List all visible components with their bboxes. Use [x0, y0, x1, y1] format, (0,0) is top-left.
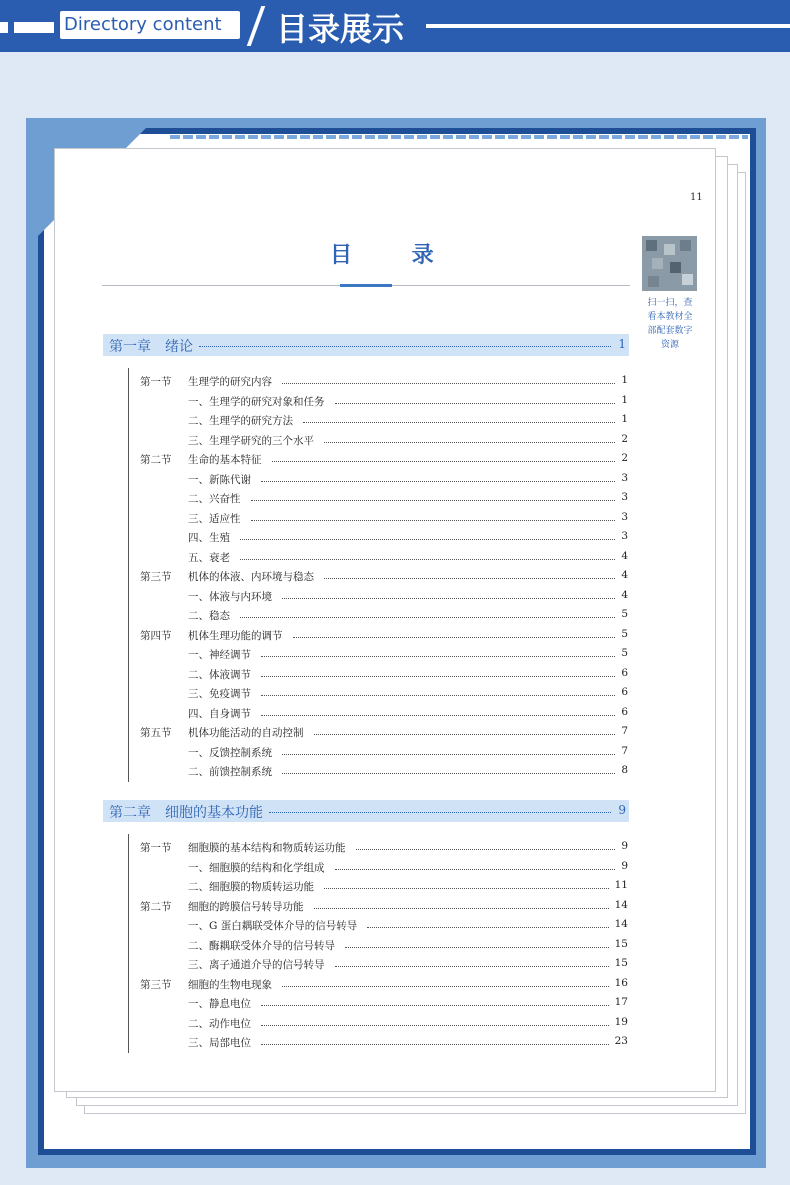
toc-entry[interactable]: [140, 996, 628, 1012]
entry-page-number: 2: [621, 432, 628, 445]
leader-dots: [261, 715, 615, 717]
leader-dots: [356, 849, 615, 851]
entry-title: 二、细胞膜的物质转运功能: [188, 881, 314, 893]
toc-entry[interactable]: [140, 706, 628, 722]
entry-title: 细胞的生物电现象: [188, 978, 272, 991]
page-number: 11: [690, 192, 703, 203]
leader-dots: [261, 676, 615, 678]
entry-title: 二、动作电位: [188, 1017, 251, 1030]
entry-page-number: 15: [614, 957, 628, 969]
toc-entry[interactable]: [140, 667, 628, 683]
entry-page-number: 23: [614, 1035, 628, 1047]
entry-page-number: 4: [621, 569, 628, 581]
toc-entry[interactable]: [140, 511, 628, 527]
leader-dots: [240, 559, 615, 561]
leader-dots: [367, 927, 609, 929]
title-rule-accent: [340, 284, 392, 287]
page-title: 目 录: [330, 243, 460, 268]
decor-bar: [14, 22, 54, 33]
entry-title: 机体功能活动的自动控制: [188, 727, 304, 739]
leader-dots: [324, 442, 615, 444]
toc-entry[interactable]: [140, 879, 628, 895]
toc-entry[interactable]: [140, 569, 628, 585]
leader-dots: [282, 773, 615, 775]
toc-entry[interactable]: [140, 647, 628, 663]
entry-page-number: 9: [621, 840, 628, 852]
qr-code-image: [642, 236, 697, 291]
entry-page-number: 3: [621, 510, 628, 523]
toc-entry[interactable]: [140, 374, 628, 390]
toc-entry[interactable]: [140, 745, 628, 761]
entry-page-number: 3: [621, 471, 628, 484]
entry-page-number: 16: [614, 976, 628, 989]
chapter-title: 第二章 细胞的基本功能: [109, 805, 263, 821]
entry-title: 四、生殖: [188, 532, 230, 544]
section-number: 第三节: [140, 978, 172, 991]
toc-entry[interactable]: [140, 918, 628, 934]
leader-dots: [272, 461, 615, 463]
section-number: 第五节: [140, 727, 172, 739]
frame-stripe: [170, 135, 748, 139]
toc-entry[interactable]: [140, 725, 628, 741]
entry-title: 二、前馈控制系统: [188, 766, 272, 778]
entry-title: 生命的基本特征: [188, 454, 262, 466]
toc-entry[interactable]: [140, 472, 628, 488]
leader-dots: [303, 422, 615, 424]
entry-page-number: 17: [614, 996, 628, 1008]
toc-entry[interactable]: [140, 550, 628, 566]
leader-dots: [261, 481, 615, 483]
entry-page-number: 5: [621, 647, 628, 659]
leader-dots: [335, 966, 609, 968]
chapter-title: 第一章 绪论: [109, 339, 193, 355]
leader-dots: [335, 869, 615, 871]
entry-title: 五、衰老: [188, 551, 230, 564]
toc-entry[interactable]: [140, 686, 628, 702]
decor-square: [0, 22, 8, 33]
toc-entry[interactable]: [140, 899, 628, 915]
slash-divider: [247, 6, 266, 46]
section-number: 第二节: [140, 454, 172, 466]
entry-title: 一、反馈控制系统: [188, 746, 272, 759]
chinese-label: 目录展示: [276, 10, 405, 48]
entry-page-number: 15: [614, 937, 628, 950]
toc-entry[interactable]: [140, 938, 628, 954]
entry-page-number: 11: [614, 879, 628, 891]
toc-entry[interactable]: [140, 530, 628, 546]
entry-page-number: 1: [621, 413, 628, 425]
leader-dots: [324, 578, 615, 580]
entry-title: 细胞的跨膜信号转导功能: [188, 900, 304, 913]
qr-caption-line: 部配套数字: [647, 326, 693, 336]
entry-page-number: 14: [614, 918, 628, 930]
qr-caption-line: 扫一扫，查: [647, 298, 693, 308]
toc-entry[interactable]: [140, 628, 628, 644]
entry-page-number: 1: [621, 393, 628, 406]
leader-dots: [251, 500, 615, 502]
leader-dots: [345, 947, 609, 949]
qr-caption-line: 资源: [660, 340, 679, 350]
entry-page-number: 3: [621, 530, 628, 542]
entry-page-number: 6: [621, 666, 628, 679]
chapter-page-number: 1: [618, 337, 626, 351]
toc-entry[interactable]: [140, 1035, 628, 1051]
entry-title: 二、兴奋性: [188, 493, 241, 505]
chapter-page-number: 9: [618, 803, 626, 817]
entry-title: 一、G 蛋白耦联受体介导的信号转导: [188, 920, 358, 932]
entry-title: 一、生理学的研究对象和任务: [188, 395, 325, 408]
leader-dots: [293, 637, 615, 639]
toc-entry[interactable]: [140, 840, 628, 856]
entry-page-number: 7: [621, 725, 628, 737]
entry-page-number: 14: [614, 898, 628, 911]
chapter-heading[interactable]: [103, 334, 629, 356]
leader-dots: [282, 383, 615, 385]
entry-page-number: 4: [621, 588, 628, 601]
english-label: Directory content: [64, 14, 222, 35]
leader-dots: [261, 1044, 609, 1046]
toc-entry[interactable]: [140, 1016, 628, 1032]
entry-page-number: 8: [621, 764, 628, 776]
leader-dots: [282, 598, 615, 600]
entry-title: 二、生理学的研究方法: [188, 415, 293, 427]
toc-entry[interactable]: [140, 452, 628, 468]
leader-dots: [199, 346, 611, 348]
toc-entry[interactable]: [140, 977, 628, 993]
toc-entry[interactable]: [140, 764, 628, 780]
leader-dots: [314, 734, 615, 736]
qr-caption-line: 看本教材全: [647, 312, 693, 322]
entry-page-number: 3: [621, 491, 628, 503]
section-number: 第三节: [140, 571, 172, 583]
toc-entry[interactable]: [140, 491, 628, 507]
leader-dots: [261, 695, 615, 697]
qr-caption: [636, 296, 704, 352]
leader-dots: [261, 1025, 609, 1027]
entry-page-number: 6: [621, 686, 628, 698]
toc-entry[interactable]: [140, 860, 628, 876]
entry-page-number: 4: [621, 549, 628, 562]
toc-entry[interactable]: [140, 957, 628, 973]
entry-title: 三、适应性: [188, 512, 241, 525]
leader-dots: [324, 888, 609, 890]
entry-title: 二、稳态: [188, 610, 230, 622]
toc-entry[interactable]: [140, 589, 628, 605]
entry-title: 一、新陈代谢: [188, 473, 251, 486]
leader-dots: [282, 754, 615, 756]
entry-page-number: 6: [621, 705, 628, 718]
entry-page-number: 7: [621, 744, 628, 757]
toc-entry[interactable]: [140, 413, 628, 429]
leader-dots: [240, 539, 615, 541]
entry-title: 一、体液与内环境: [188, 590, 272, 603]
entry-page-number: 5: [621, 608, 628, 620]
entry-page-number: 19: [614, 1015, 628, 1028]
leader-dots: [335, 403, 615, 405]
entry-page-number: 2: [621, 452, 628, 464]
entry-title: 二、酶耦联受体介导的信号转导: [188, 939, 335, 952]
leader-dots: [251, 520, 615, 522]
section-bracket-line: [128, 834, 129, 1053]
entry-title: 三、离子通道介导的信号转导: [188, 959, 325, 971]
entry-title: 一、静息电位: [188, 998, 251, 1010]
entry-page-number: 9: [621, 859, 628, 872]
chapter-heading[interactable]: [103, 800, 629, 822]
entry-title: 三、生理学研究的三个水平: [188, 434, 314, 447]
header-line: [426, 24, 790, 28]
toc-entry[interactable]: [140, 608, 628, 624]
entry-page-number: 5: [621, 627, 628, 640]
section-number: 第四节: [140, 629, 172, 642]
section-bracket-line: [128, 368, 129, 782]
section-number: 第二节: [140, 900, 172, 913]
entry-title: 细胞膜的基本结构和物质转运功能: [188, 842, 346, 854]
section-number: 第一节: [140, 842, 172, 854]
leader-dots: [261, 656, 615, 658]
leader-dots: [261, 1005, 609, 1007]
entry-title: 机体生理功能的调节: [188, 629, 283, 642]
leader-dots: [314, 908, 609, 910]
header-banner: [0, 0, 790, 52]
leader-dots: [269, 812, 611, 814]
entry-title: 一、细胞膜的结构和化学组成: [188, 861, 325, 874]
toc-entry[interactable]: [140, 433, 628, 449]
entry-title: 四、自身调节: [188, 707, 251, 720]
entry-title: 机体的体液、内环境与稳态: [188, 571, 314, 583]
entry-title: 三、免疫调节: [188, 688, 251, 700]
entry-title: 二、体液调节: [188, 668, 251, 681]
entry-page-number: 1: [621, 374, 628, 386]
section-number: 第一节: [140, 376, 172, 388]
leader-dots: [282, 986, 609, 988]
leader-dots: [240, 617, 615, 619]
entry-title: 生理学的研究内容: [188, 376, 272, 388]
toc-entry[interactable]: [140, 394, 628, 410]
entry-title: 一、神经调节: [188, 649, 251, 661]
entry-title: 三、局部电位: [188, 1037, 251, 1049]
